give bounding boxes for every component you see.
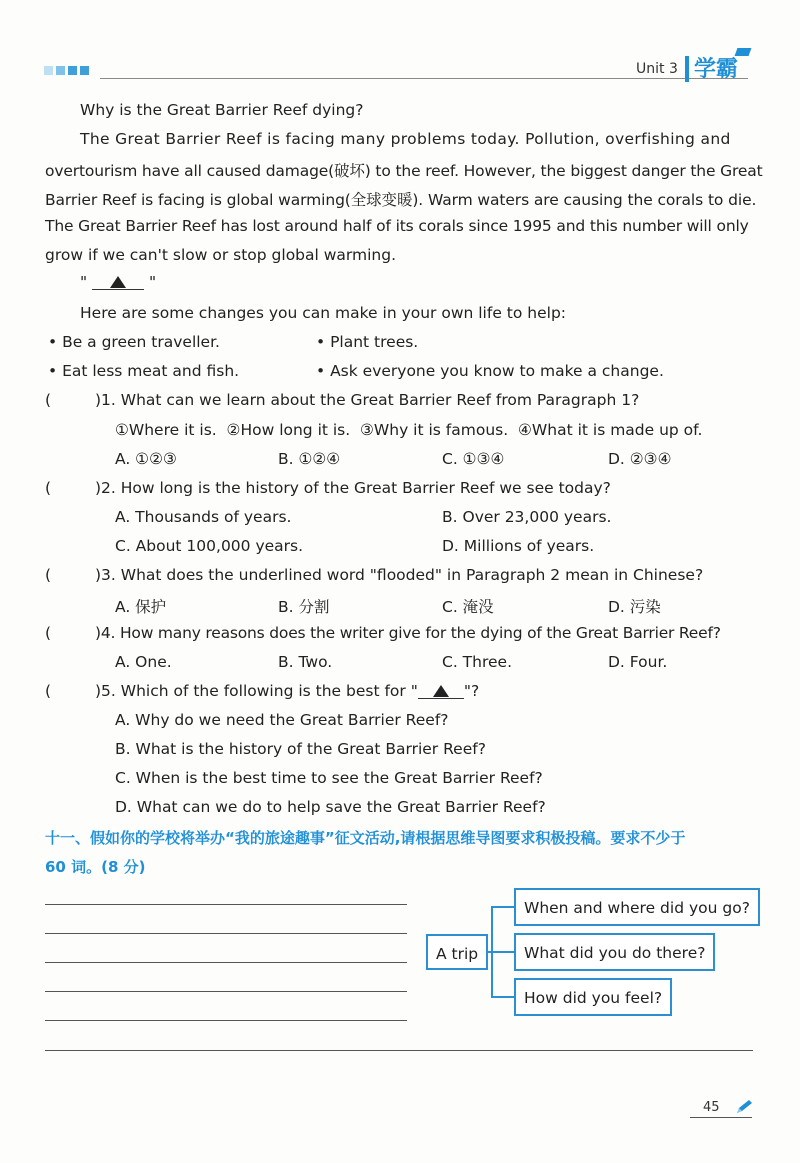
writing-task-title: 十一、假如你的学校将举办“我的旅途趣事”征文活动,请根据思维导图要求积极投稿。要求不少于	[45, 829, 686, 847]
logo-bar	[685, 56, 689, 82]
question-stem-text: )5. Which of the following is the best for "	[95, 682, 418, 700]
option: C. Three.	[442, 653, 512, 671]
writing-line[interactable]	[45, 933, 407, 934]
question-subitems: ①Where it is. ②How long it is. ③Why it is famous. ④What it is made up of.	[115, 421, 703, 439]
option: B. Over 23,000 years.	[442, 508, 612, 526]
option: C. About 100,000 years.	[115, 537, 304, 555]
mindmap-branch: What did you do there?	[514, 933, 715, 971]
question-stem: )2. How long is the history of the Great Barrier Reef we see today?	[95, 479, 611, 497]
option: D. What can we do to help save the Great Barrier Reef?	[115, 798, 546, 816]
writing-line[interactable]	[45, 1050, 753, 1051]
option: B. What is the history of the Great Barrier Reef?	[115, 740, 486, 758]
mindmap-connector	[491, 951, 514, 953]
header-decoration	[44, 66, 89, 75]
bullet-item: • Ask everyone you know to make a change.	[316, 362, 664, 380]
passage-line: The Great Barrier Reef is facing many problems today. Pollution, overfishing and	[80, 130, 731, 148]
writing-task-title: 60 词。(8 分)	[45, 858, 146, 876]
question-stem-text: "?	[463, 682, 480, 700]
unit-label: Unit 3	[636, 61, 678, 77]
missing-sentence-blank	[80, 273, 156, 291]
passage-heading: Why is the Great Barrier Reef dying?	[80, 101, 364, 119]
passage-intro: Here are some changes you can make in your own life to help:	[80, 304, 567, 322]
option: B. ①②④	[278, 450, 341, 468]
question-stem: )3. What does the underlined word "flooded" in Paragraph 2 mean in Chinese?	[95, 566, 704, 584]
writing-line[interactable]	[45, 1020, 407, 1021]
mindmap-connector	[491, 906, 514, 908]
passage-line: grow if we can't slow or stop global warming.	[45, 246, 397, 264]
option: B. Two.	[278, 653, 333, 671]
option: D. Millions of years.	[442, 537, 595, 555]
answer-paren: (	[45, 479, 52, 497]
page-number: 45	[703, 1100, 720, 1115]
question-stem	[95, 682, 479, 700]
bullet-item: • Eat less meat and fish.	[48, 362, 240, 380]
passage-line: Barrier Reef is facing is global warming(全球变暖). Warm waters are causing the corals to die.	[45, 191, 757, 209]
quote-mark: "	[149, 273, 157, 291]
header-rule	[100, 78, 748, 79]
triangle-icon	[433, 685, 449, 697]
option: D. Four.	[608, 653, 668, 671]
triangle-icon	[110, 276, 126, 288]
writing-line[interactable]	[45, 991, 407, 992]
option: D. 污染	[608, 598, 661, 616]
passage-line: overtourism have all caused damage(破坏) to the reef. However, the biggest danger the Great	[45, 162, 763, 180]
brand-logo: 学霸	[694, 57, 739, 82]
bullet-item: • Be a green traveller.	[48, 333, 220, 351]
option: A. Why do we need the Great Barrier Reef?	[115, 711, 449, 729]
mindmap-branch: When and where did you go?	[514, 888, 760, 926]
option: C. ①③④	[442, 450, 505, 468]
writing-line[interactable]	[45, 904, 407, 905]
blank-line	[92, 275, 144, 290]
bullet-item: • Plant trees.	[316, 333, 419, 351]
option: D. ②③④	[608, 450, 672, 468]
writing-line[interactable]	[45, 962, 407, 963]
mindmap-connector	[491, 996, 514, 998]
question-stem: )4. How many reasons does the writer give for the dying of the Great Barrier Reef?	[95, 624, 721, 642]
mindmap-center: A trip	[426, 934, 488, 970]
blank-line	[418, 684, 464, 699]
answer-paren: (	[45, 682, 52, 700]
option: A. Thousands of years.	[115, 508, 292, 526]
option: A. 保护	[115, 598, 167, 616]
page-number-rule	[690, 1117, 752, 1118]
question-stem: )1. What can we learn about the Great Barrier Reef from Paragraph 1?	[95, 391, 640, 409]
answer-paren: (	[45, 624, 52, 642]
answer-paren: (	[45, 566, 52, 584]
passage-line: The Great Barrier Reef has lost around half of its corals since 1995 and this number will only	[45, 217, 749, 235]
option: C. When is the best time to see the Great Barrier Reef?	[115, 769, 543, 787]
mindmap-branch: How did you feel?	[514, 978, 672, 1016]
option: C. 淹没	[442, 598, 494, 616]
answer-paren: (	[45, 391, 52, 409]
graduation-cap-icon	[735, 48, 752, 56]
quote-mark: "	[80, 273, 88, 291]
option: B. 分割	[278, 598, 330, 616]
pencil-icon	[734, 1098, 754, 1116]
option: A. One.	[115, 653, 172, 671]
option: A. ①②③	[115, 450, 177, 468]
